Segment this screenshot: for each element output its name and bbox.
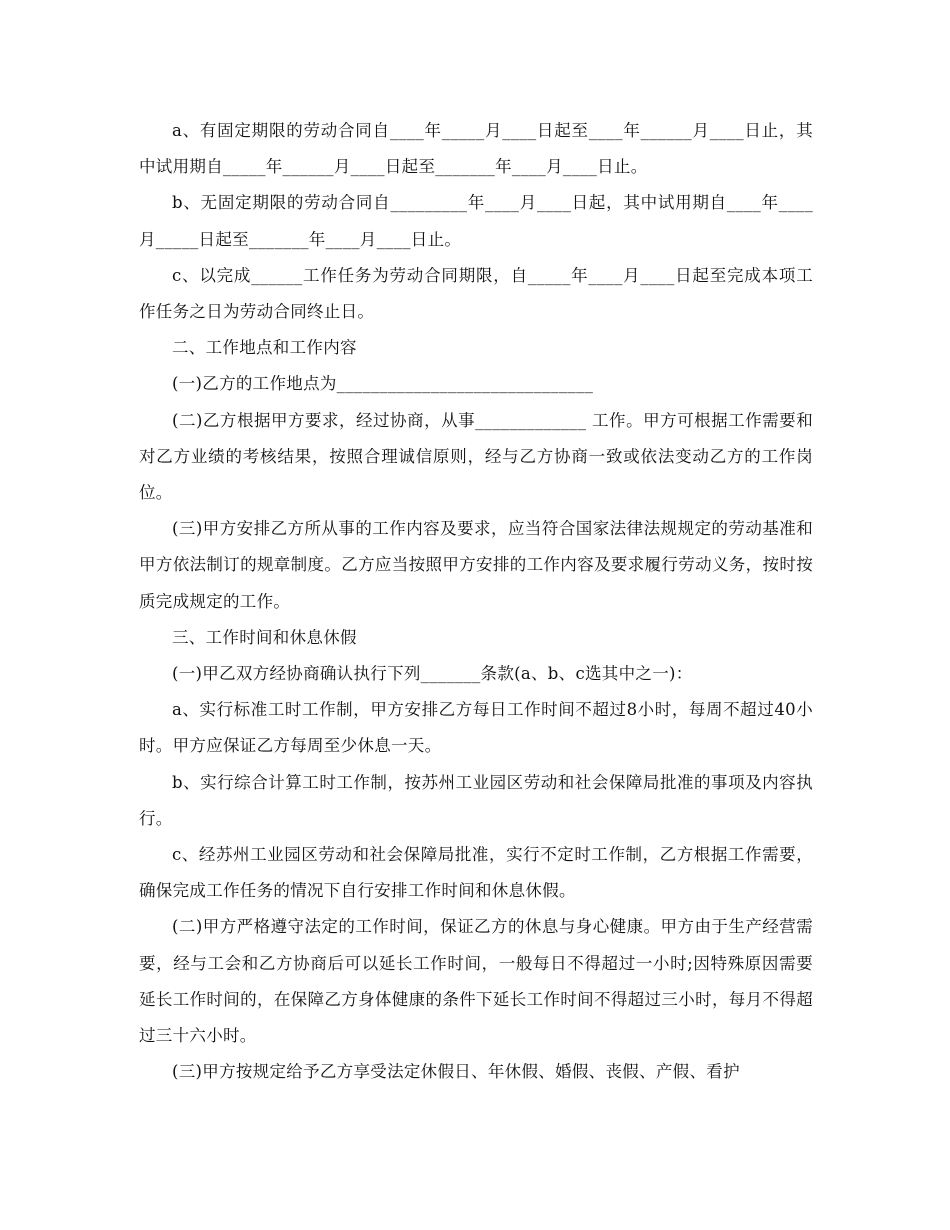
- item-overtime-limits: (二)甲方严格遵守法定的工作时间，保证乙方的休息与身心健康。甲方由于生产经营需要，经与工会和乙方协商后可以延长工作时间，一般每日不得超过一小时;因特殊原因需要延长工作时间的，在保障乙方身体健康的条件下延长工作时间不得超过三小时，每月不得超过三十六小时。: [139, 917, 813, 1046]
- section-heading-working-hours: 三、工作时间和休息休假: [172, 627, 357, 647]
- clause-b-open-term: b、无固定期限的劳动合同自_________年____月____日起，其中试用期自____年____月_____日起至_______年____月____日止。: [139, 193, 813, 249]
- clause-c-task-term: c、以完成______工作任务为劳动合同期限，自_____年____月____日起至完成本项工作任务之日为劳动合同终止日。: [139, 265, 813, 322]
- item-work-location: (一)乙方的工作地点为______________________________: [172, 374, 594, 394]
- option-b-comprehensive-hours: b、实行综合计算工时工作制，按苏州工业园区劳动和社会保障局批准的事项及内容执行。: [139, 772, 813, 828]
- item-work-assignment: (二)乙方根据甲方要求，经过协商，从事_____________ 工作。甲方可根据工作需要和对乙方业绩的考核结果，按照合理诚信原则，经与乙方协商一致或依法变动乙方的工作岗位。: [139, 410, 813, 503]
- clause-a-fixed-term: a、有固定期限的劳动合同自____年_____月____日起至____年______月____日止，其中试用期自_____年______月____日起至_______年____月____日止。: [139, 121, 813, 177]
- document-page: [139, 113, 813, 1090]
- item-hours-option-select: (一)甲乙双方经协商确认执行下列_______条款(a、b、c选其中之一)：: [172, 664, 693, 684]
- option-a-standard-hours: a、实行标准工时工作制，甲方安排乙方每日工作时间不超过8小时，每周不超过40小时。甲方应保证乙方每周至少休息一天。: [139, 700, 813, 756]
- item-work-requirements: (三)甲方安排乙方所从事的工作内容及要求，应当符合国家法律法规规定的劳动基准和甲方依法制订的规章制度。乙方应当按照甲方安排的工作内容及要求履行劳动义务，按时按质完成规定的工作。: [139, 519, 813, 611]
- section-heading-work-place: 二、工作地点和工作内容: [172, 338, 357, 358]
- item-leave-entitlements: (三)甲方按规定给予乙方享受法定休假日、年休假、婚假、丧假、产假、看护: [172, 1062, 740, 1082]
- option-c-flexible-hours: c、经苏州工业园区劳动和社会保障局批准，实行不定时工作制，乙方根据工作需要，确保完成工作任务的情况下自行安排工作时间和休息休假。: [139, 845, 813, 901]
